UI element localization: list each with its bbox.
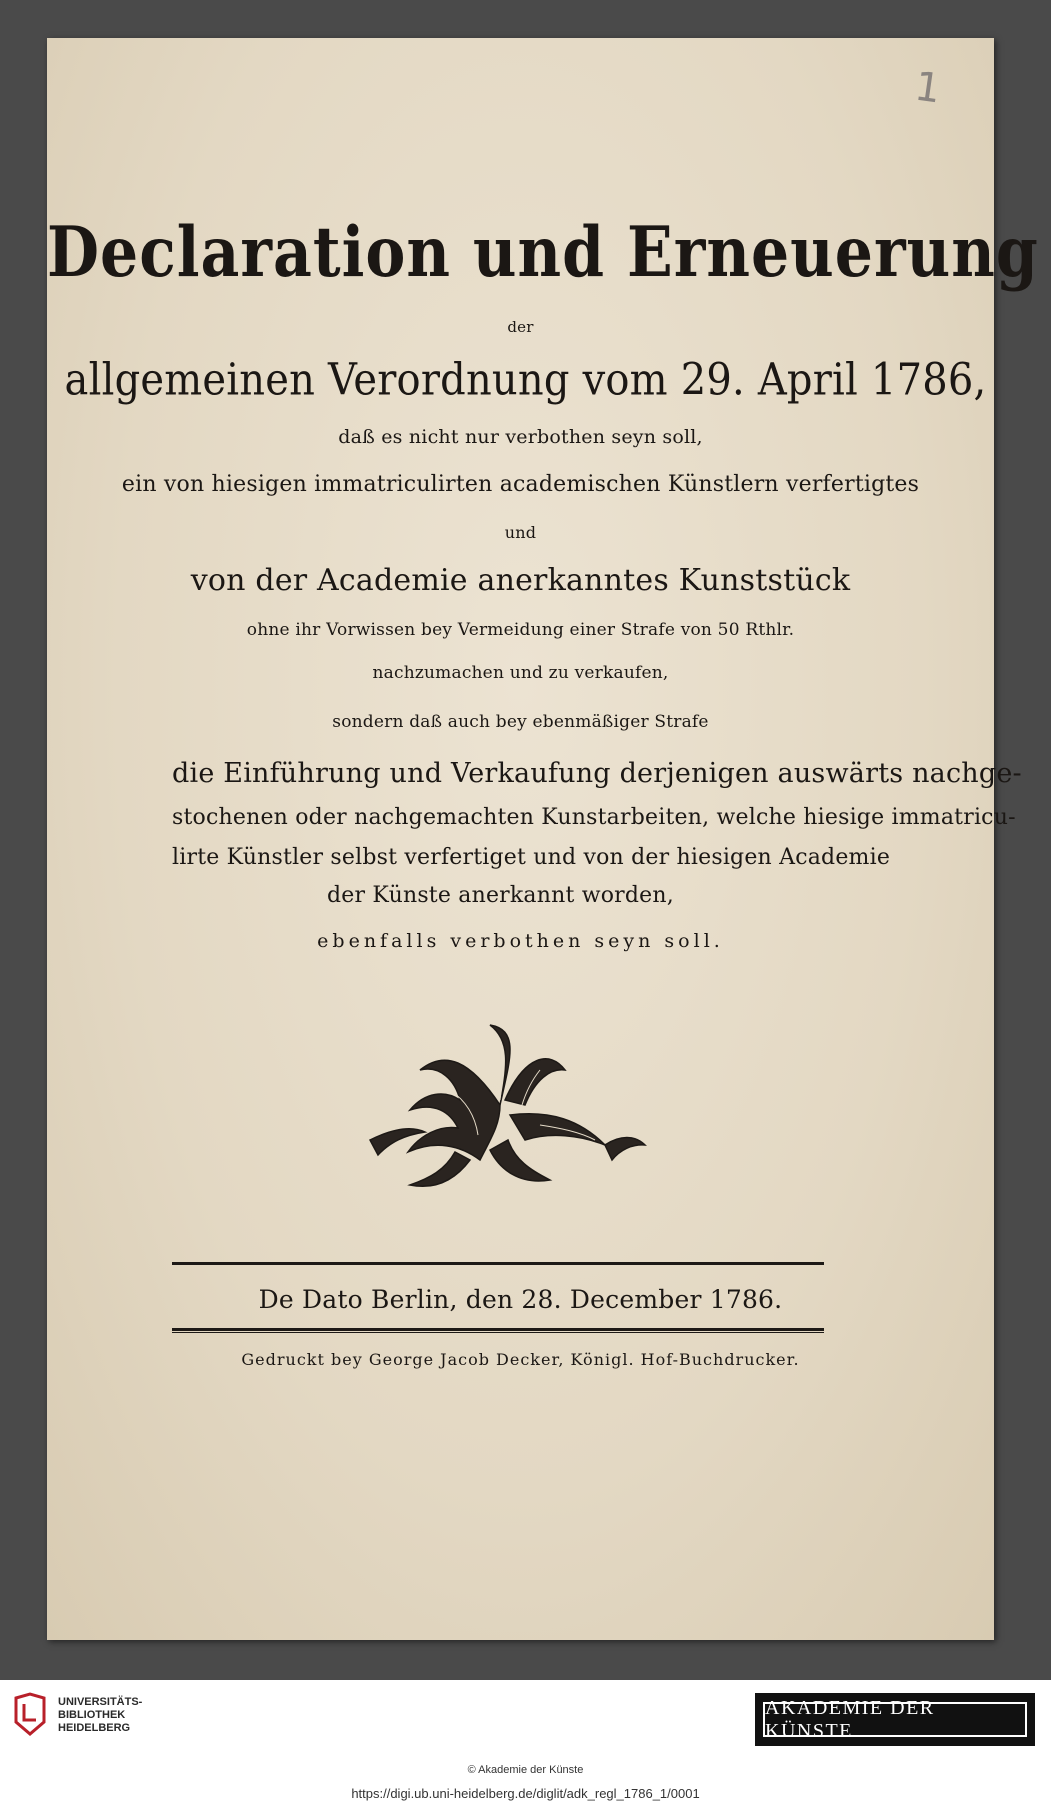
permalink-url[interactable]: https://digi.ub.uni-heidelberg.de/diglit/adk_regl_1786_1/0001 [351,1786,700,1801]
akademie-der-kuenste-logo-link[interactable] [755,1693,1035,1746]
paragraph-line-1: die Einführung und Verkaufung derjenigen auswärts nachge- [172,758,1022,789]
ub-heidelberg-logo-icon [10,1692,50,1738]
ub-heidelberg-logo-link[interactable] [10,1690,142,1740]
line-und: und [504,523,537,542]
ub-heidelberg-name [58,1696,142,1735]
divider-bottom-thin [172,1332,824,1333]
paragraph-line-4: der Künste anerkannt worden, [327,883,674,908]
line-dass: daß es nicht nur verbothen seyn soll, [338,426,703,448]
divider-top [172,1262,824,1265]
document-title: Declaration und Erneuerung [47,212,1039,294]
line-ebenfalls: ebenfalls verbothen seyn soll. [317,930,724,952]
divider-bottom-thick [172,1328,824,1331]
line-verordnung: allgemeinen Verordnung vom 29. April 1786, [64,354,987,406]
rococo-ornament-icon [350,1020,650,1195]
paragraph-line-3: lirte Künstler selbst verfertiget und von der hiesigen Academie [172,845,891,870]
line-strafe: ohne ihr Vorwissen bey Vermeidung einer Strafe von 50 Rthlr. [246,620,795,640]
pencil-page-number: 1 [911,63,944,113]
line-academie: von der Academie anerkanntes Kunststück [190,563,851,598]
paragraph-line-2: stochenen oder nachgemachten Kunstarbeiten, welche hiesige immatricu- [172,805,1016,830]
date-line: De Dato Berlin, den 28. December 1786. [258,1285,783,1314]
line-kuenstler: ein von hiesigen immatriculirten academischen Künstlern verfertigtes [121,472,920,497]
ub-line-1: UNIVERSITÄTS- [58,1695,143,1708]
copyright-notice: © Akademie der Künste [467,1764,584,1776]
line-der: der [507,318,534,336]
ub-line-3: HEIDELBERG [58,1721,131,1734]
line-sondern: sondern daß auch bey ebenmäßiger Strafe [332,712,709,732]
akademie-der-kuenste-label: AKADEMIE DER KÜNSTE [763,1702,1027,1737]
line-nachzumachen: nachzumachen und zu verkaufen, [372,663,669,683]
ub-line-2: BIBLIOTHEK [58,1708,126,1721]
printer-line: Gedruckt bey George Jacob Decker, Königl. Hof-Buchdrucker. [241,1350,800,1369]
